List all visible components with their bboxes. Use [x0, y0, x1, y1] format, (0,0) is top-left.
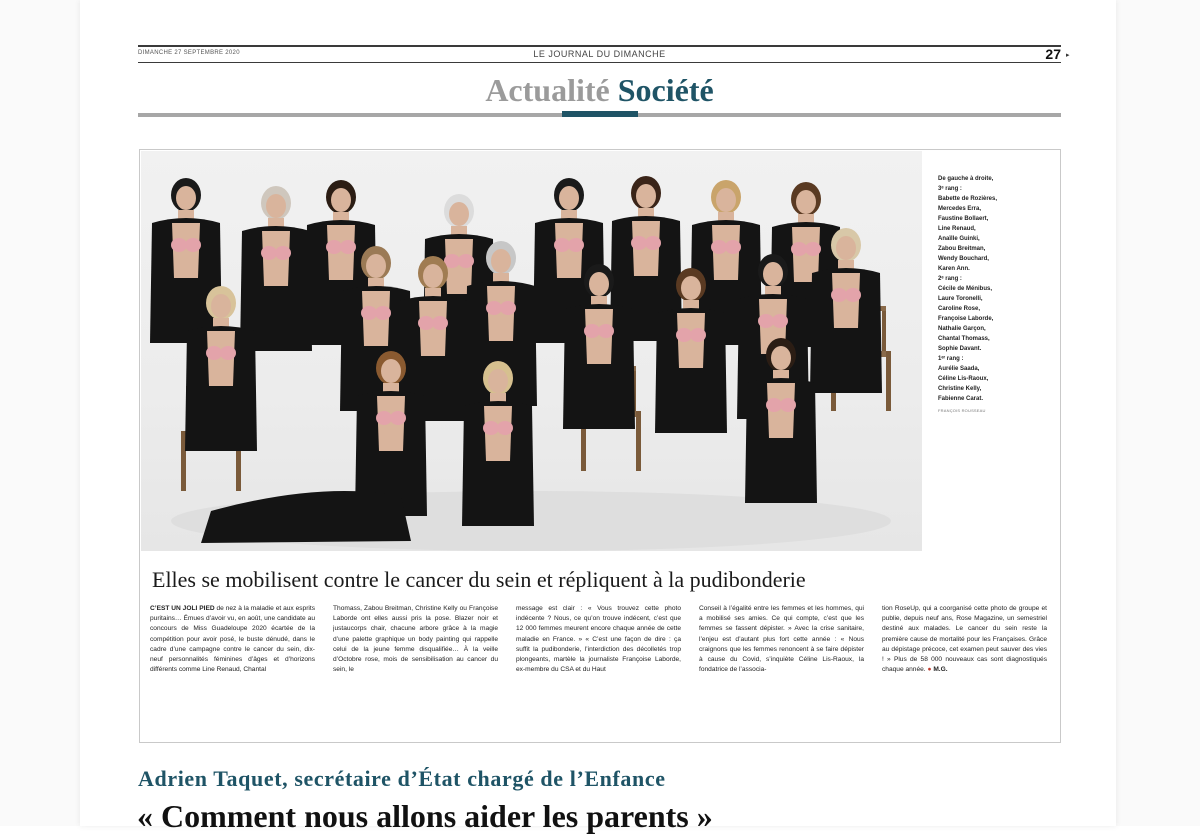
article-lead: C’EST UN JOLI PIED: [150, 605, 215, 612]
caption-line: Caroline Rose,: [938, 306, 981, 312]
masthead-date: DIMANCHE 27 SEPTEMBRE 2020: [138, 50, 240, 56]
figure: [240, 186, 312, 351]
caption-line: 3ᵉ rang :: [938, 186, 962, 192]
article-column-5: [882, 604, 1047, 736]
caption-line: De gauche à droite,: [938, 176, 994, 182]
rubric-rule-accent: [562, 111, 638, 117]
photo-caption: [938, 174, 1053, 416]
author-signature: M.G.: [933, 666, 948, 674]
figure: [150, 178, 222, 343]
caption-line: Céline Lis-Raoux,: [938, 376, 989, 382]
caption-line: Faustine Bollaert,: [938, 216, 989, 222]
masthead: [138, 48, 1061, 62]
article-column-1: [150, 604, 315, 736]
front-figure-skirt: [201, 491, 411, 543]
article-column-1-text: de nez à la maladie et aux esprits puritains… Émues d’avoir vu, en août, une candidate au concours de Miss Guadeloupe 2020 écartée de la compétition pour avoir posé, le buste dénudé, dans le cadre d’une campagne contre le cancer du sein, dix-neuf personnalités féminines d’âges et d’horizons différents comme Line Renaud, Chantal: [150, 605, 315, 674]
caption-line: Nathalie Garçon,: [938, 326, 986, 332]
page-number: 27: [1045, 46, 1061, 62]
caption-line: Laure Toronelli,: [938, 296, 983, 302]
caption-line: Christine Kelly,: [938, 386, 982, 392]
caption-line: Sophie Davant.: [938, 346, 982, 352]
next-article-subhead: Adrien Taquet, secrétaire d’État chargé de l’Enfance: [138, 766, 666, 791]
caption-line: Zabou Breitman,: [938, 246, 986, 252]
article-column-2: Thomass, Zabou Breitman, Christine Kelly ou Françoise Laborde ont elles aussi pris la pose. Blazer noir et justaucorps chair, chacune arbore grâce à la magie d’une palette graphique un body painting qui rappelle celui de la jeune femme disqualifiée… À la veille d’Octobre rose, mois de sensibilisation au cancer du sein, le: [333, 605, 498, 674]
caption-line: Line Renaud,: [938, 226, 976, 232]
article-column-5-text: tion RoseUp, qui a coorganisé cette photo de groupe et publie, depuis neuf ans, Rose Magazine, un semestriel destiné aux malades. Le cancer du sein reste la première cause de mortalité pour les Françaises. Grâce au dépistage précoce, cet examen peut sauver des vies ! » Plus de 58 000 nouveaux cas sont diagnostiqués chaque année.: [882, 605, 1047, 674]
photo-credit: FRANÇOIS ROUSSEAU: [938, 408, 986, 413]
caption-line: Wendy Bouchard,: [938, 256, 989, 262]
caption-line: Karen Ann.: [938, 266, 970, 272]
article-column-4: Conseil à l’égalité entre les femmes et les hommes, qui a mobilisé ses amies. Ce qui compte, c’est que les femmes se fassent dépister. » Avec la crise sanitaire, l’enjeu est d’autant plus fort cette année : « Nous craignons que les femmes renoncent à se faire dépister à cause du Covid, s’inquiète Céline Lis-Raoux, la fondatrice de l’associa-: [699, 605, 864, 674]
masthead-journal-name: LE JOURNAL DU DIMANCHE: [533, 49, 666, 59]
masthead-bottom-rule: [138, 62, 1061, 63]
caption-line: Babette de Rozières,: [938, 196, 998, 202]
masthead-top-rule: [138, 45, 1061, 47]
caption-line: Mercedes Erra,: [938, 206, 982, 212]
article-headline: Elles se mobilisent contre le cancer du sein et répliquent à la pudibonderie: [152, 567, 806, 592]
page-arrow-icon: ▸: [1066, 51, 1070, 59]
next-article-title: « Comment nous allons aider les parents »: [137, 798, 713, 834]
caption-line: Fabienne Carat.: [938, 396, 984, 402]
caption-line: Françoise Laborde,: [938, 316, 994, 322]
caption-line: 1ᵉʳ rang :: [938, 356, 964, 362]
article-column-3: message est clair : « Vous trouvez cette photo indécente ? Nous, ce qu’on trouve indécent, c’est que 12 000 femmes meurent encore chaque année de cette maladie en France. » « C’est une façon de dire : ça suffit la pudibonderie, l’interdiction des décolletés trop plongeants, martèle la journaliste Françoise Laborde, ex-membre du CSA et du Haut: [516, 605, 681, 674]
caption-line: Cécile de Ménibus,: [938, 286, 993, 292]
group-photo: [141, 151, 922, 551]
caption-line: Chantal Thomass,: [938, 336, 990, 342]
caption-line: Anaïlle Guinki,: [938, 236, 980, 242]
section-rubric: [138, 70, 1061, 110]
end-mark-icon: ●: [927, 666, 932, 674]
caption-line: 2ᵉ rang :: [938, 276, 962, 282]
caption-line: Aurélie Saada,: [938, 366, 980, 372]
rubric-actualite: Actualité: [485, 72, 610, 108]
rubric-societe: Société: [617, 72, 714, 108]
article-body: [150, 604, 1050, 736]
group-photo-illustration: [141, 151, 922, 551]
